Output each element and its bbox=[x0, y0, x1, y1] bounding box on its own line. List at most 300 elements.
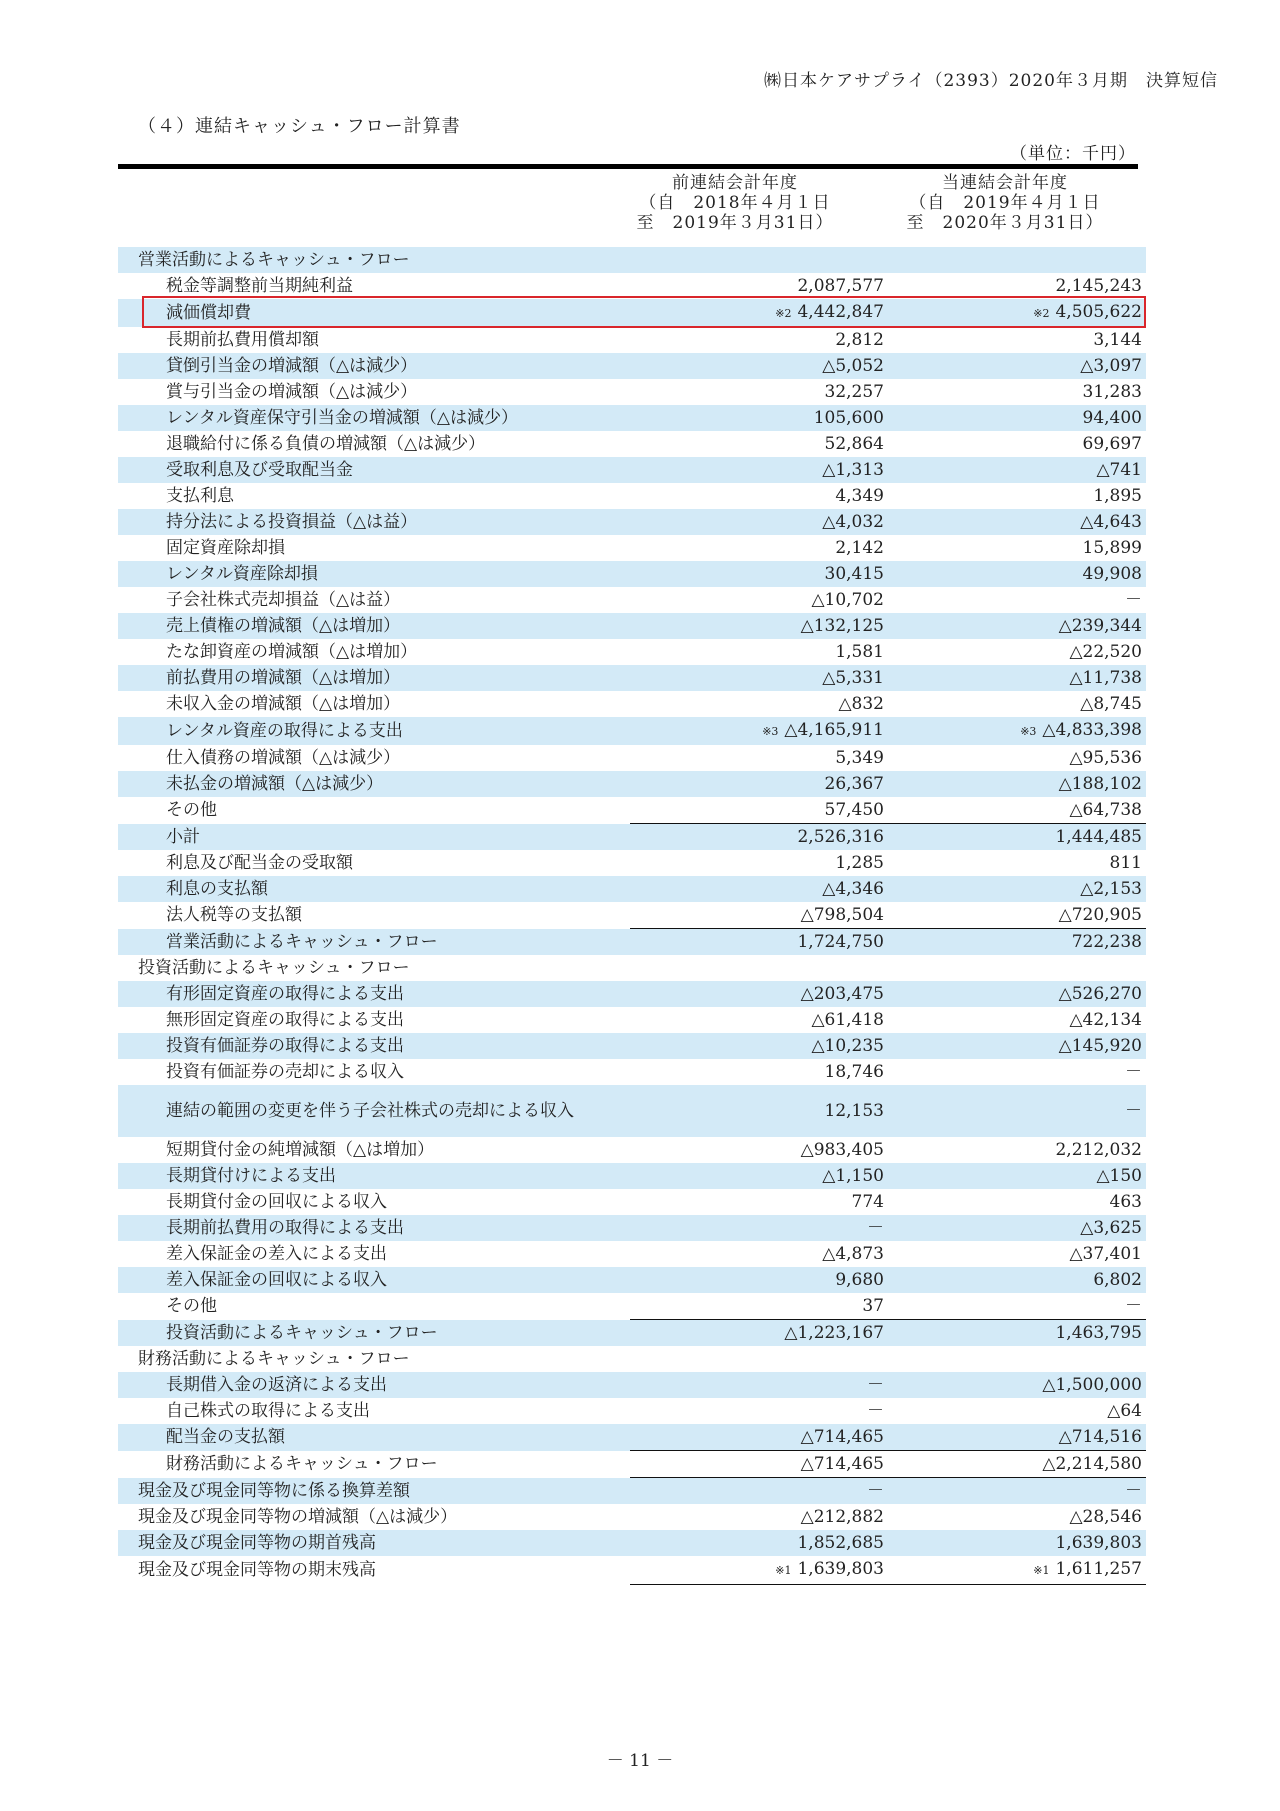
amount: △42,134 bbox=[1069, 1010, 1142, 1030]
column-gap bbox=[616, 1451, 630, 1478]
column-gap bbox=[616, 561, 630, 587]
row-label: 財務活動によるキャッシュ・フロー bbox=[138, 1349, 410, 1369]
footnote-marker: ※1 bbox=[775, 1564, 792, 1577]
amount: △714,516 bbox=[1058, 1427, 1142, 1447]
amount: 31,283 bbox=[1082, 382, 1142, 402]
row-label: その他 bbox=[166, 1296, 217, 1317]
amount: △3,097 bbox=[1080, 356, 1142, 376]
amount: － bbox=[1125, 1101, 1142, 1121]
table-row bbox=[118, 1530, 1146, 1556]
table-row bbox=[118, 379, 1146, 405]
current-year-value bbox=[888, 902, 1146, 929]
table-row bbox=[118, 902, 1146, 929]
previous-year-value bbox=[630, 613, 888, 639]
current-year-value bbox=[888, 405, 1146, 431]
amount: △741 bbox=[1096, 460, 1142, 480]
current-year-value bbox=[888, 1372, 1146, 1398]
row-label: 長期前払費用の取得による支出 bbox=[118, 1215, 616, 1241]
amount: △1,223,167 bbox=[784, 1323, 884, 1343]
table-row bbox=[118, 929, 1146, 956]
amount: 105,600 bbox=[813, 408, 884, 428]
column-gap bbox=[616, 327, 630, 353]
column-gap bbox=[616, 1398, 630, 1424]
table-row bbox=[118, 1478, 1146, 1505]
current-year-value bbox=[888, 1293, 1146, 1320]
row-label: 財務活動によるキャッシュ・フロー bbox=[166, 1454, 438, 1474]
row-label: 投資活動によるキャッシュ・フロー bbox=[118, 1320, 616, 1347]
current-year-value bbox=[888, 639, 1146, 665]
table-row bbox=[118, 561, 1146, 587]
amount: 6,802 bbox=[1093, 1270, 1142, 1290]
current-year-value bbox=[888, 509, 1146, 535]
column-gap bbox=[616, 1530, 630, 1556]
current-year-value bbox=[888, 1007, 1146, 1033]
column-gap bbox=[616, 745, 630, 771]
current-year-value bbox=[888, 1033, 1146, 1059]
current-year-value bbox=[888, 535, 1146, 561]
previous-year-value bbox=[630, 1267, 888, 1293]
row-label: 減価償却費 bbox=[118, 299, 616, 327]
amount: △188,102 bbox=[1058, 774, 1142, 794]
amount: － bbox=[867, 1401, 884, 1421]
amount: △983,405 bbox=[800, 1140, 884, 1160]
row-label: 受取利息及び受取配当金 bbox=[118, 457, 616, 483]
amount: 4,505,622 bbox=[1055, 302, 1142, 322]
table-row bbox=[118, 639, 1146, 665]
previous-year-value bbox=[630, 1033, 888, 1059]
previous-year-value bbox=[630, 929, 888, 956]
column-gap bbox=[616, 247, 630, 273]
previous-year-value bbox=[630, 561, 888, 587]
current-year-value bbox=[888, 745, 1146, 771]
table-row bbox=[118, 665, 1146, 691]
amount: 37 bbox=[862, 1296, 884, 1316]
current-year-value bbox=[888, 1530, 1146, 1556]
row-label: 長期借入金の返済による支出 bbox=[118, 1372, 616, 1398]
amount: 3,144 bbox=[1093, 330, 1142, 350]
table-row bbox=[118, 1033, 1146, 1059]
table-row bbox=[118, 1293, 1146, 1320]
column-gap bbox=[616, 1059, 630, 1085]
table-row bbox=[118, 587, 1146, 613]
amount: △5,331 bbox=[822, 668, 884, 688]
current-year-value bbox=[888, 955, 1146, 981]
previous-year-value bbox=[630, 353, 888, 379]
amount: 2,087,577 bbox=[797, 276, 884, 296]
current-year-value bbox=[888, 1189, 1146, 1215]
row-label: 貸倒引当金の増減額（△は減少） bbox=[118, 353, 616, 379]
table-row bbox=[118, 1320, 1146, 1347]
column-header-current-year bbox=[880, 173, 1130, 233]
previous-year-value bbox=[630, 691, 888, 717]
previous-year-value bbox=[630, 1241, 888, 1267]
table-row bbox=[118, 691, 1146, 717]
row-label: 差入保証金の差入による支出 bbox=[166, 1244, 387, 1264]
column-header-title: 前連結会計年度 bbox=[672, 173, 798, 193]
previous-year-value bbox=[630, 876, 888, 902]
amount: 2,212,032 bbox=[1055, 1140, 1142, 1160]
amount: 2,142 bbox=[835, 538, 884, 558]
column-gap bbox=[616, 1267, 630, 1293]
row-label: 差入保証金の回収による収入 bbox=[118, 1267, 616, 1293]
table-row bbox=[118, 1059, 1146, 1085]
table-row bbox=[118, 824, 1146, 851]
amount: － bbox=[1125, 1062, 1142, 1082]
previous-year-value bbox=[630, 1007, 888, 1033]
amount: 15,899 bbox=[1082, 538, 1142, 558]
amount: △3,625 bbox=[1080, 1218, 1142, 1238]
current-year-value bbox=[888, 1424, 1146, 1451]
amount: △203,475 bbox=[800, 984, 884, 1004]
previous-year-value bbox=[630, 665, 888, 691]
amount: 1,285 bbox=[835, 853, 884, 873]
current-year-value bbox=[888, 850, 1146, 876]
column-gap bbox=[616, 1189, 630, 1215]
amount: 1,444,485 bbox=[1055, 827, 1142, 847]
row-label: 現金及び現金同等物に係る換算差額 bbox=[118, 1478, 616, 1505]
row-label: その他 bbox=[166, 800, 217, 821]
column-header-period-end: 至 2019年３月31日） bbox=[636, 213, 834, 233]
row-label: レンタル資産保守引当金の増減額（△は減少） bbox=[118, 405, 616, 431]
column-gap bbox=[616, 1372, 630, 1398]
previous-year-value bbox=[630, 1215, 888, 1241]
column-gap bbox=[616, 929, 630, 956]
table-row bbox=[118, 431, 1146, 457]
previous-year-value bbox=[630, 1556, 888, 1585]
amount: 2,145,243 bbox=[1055, 276, 1142, 296]
row-label: 連結の範囲の変更を伴う子会社株式の売却による収入 bbox=[118, 1085, 616, 1137]
column-gap bbox=[616, 405, 630, 431]
amount: 1,724,750 bbox=[797, 932, 884, 952]
amount: 52,864 bbox=[824, 434, 884, 454]
row-label: 投資有価証券の取得による支出 bbox=[118, 1033, 616, 1059]
row-label: 配当金の支払額 bbox=[118, 1424, 616, 1451]
column-gap bbox=[616, 431, 630, 457]
current-year-value bbox=[888, 327, 1146, 353]
amount: 4,442,847 bbox=[797, 302, 884, 322]
amount: 69,697 bbox=[1082, 434, 1142, 454]
table-row bbox=[118, 1372, 1146, 1398]
amount: △10,702 bbox=[811, 590, 884, 610]
amount: △526,270 bbox=[1058, 984, 1142, 1004]
table-row bbox=[118, 850, 1146, 876]
previous-year-value bbox=[630, 405, 888, 431]
unit-label: （単位：千円） bbox=[1010, 144, 1136, 164]
row-label: 利息の支払額 bbox=[118, 876, 616, 902]
cash-flow-table-body bbox=[118, 247, 1146, 1585]
row-label: 税金等調整前当期純利益 bbox=[166, 276, 353, 296]
amount: 774 bbox=[851, 1192, 884, 1212]
previous-year-value bbox=[630, 717, 888, 745]
table-row bbox=[118, 1424, 1146, 1451]
column-gap bbox=[616, 1346, 630, 1372]
current-year-value bbox=[888, 797, 1146, 824]
amount: △720,905 bbox=[1058, 905, 1142, 925]
amount: △28,546 bbox=[1069, 1507, 1142, 1527]
amount: 4,349 bbox=[835, 486, 884, 506]
current-year-value bbox=[888, 1215, 1146, 1241]
table-row bbox=[118, 1346, 1146, 1372]
amount: △4,165,911 bbox=[784, 720, 884, 740]
row-label: レンタル資産除却損 bbox=[118, 561, 616, 587]
amount: 30,415 bbox=[824, 564, 884, 584]
previous-year-value bbox=[630, 1137, 888, 1163]
row-label: 無形固定資産の取得による支出 bbox=[166, 1010, 404, 1030]
table-row bbox=[118, 797, 1146, 824]
previous-year-value bbox=[630, 431, 888, 457]
current-year-value bbox=[888, 1504, 1146, 1530]
row-label: 現金及び現金同等物の期首残高 bbox=[118, 1530, 616, 1556]
current-year-value bbox=[888, 1398, 1146, 1424]
row-label: 長期貸付金の回収による収入 bbox=[166, 1192, 387, 1212]
amount: 5,349 bbox=[835, 748, 884, 768]
amount: 1,852,685 bbox=[797, 1533, 884, 1553]
table-row bbox=[118, 1398, 1146, 1424]
table-row bbox=[118, 1241, 1146, 1267]
row-label: 法人税等の支払額 bbox=[166, 905, 302, 926]
amount: △2,153 bbox=[1080, 879, 1142, 899]
table-row bbox=[118, 717, 1146, 745]
amount: △145,920 bbox=[1058, 1036, 1142, 1056]
table-row bbox=[118, 483, 1146, 509]
amount: 12,153 bbox=[824, 1101, 884, 1121]
amount: △832 bbox=[838, 694, 884, 714]
current-year-value bbox=[888, 561, 1146, 587]
column-gap bbox=[616, 587, 630, 613]
amount: 1,581 bbox=[835, 642, 884, 662]
row-label: 有形固定資産の取得による支出 bbox=[118, 981, 616, 1007]
current-year-value bbox=[888, 1320, 1146, 1347]
current-year-value bbox=[888, 457, 1146, 483]
previous-year-value bbox=[630, 955, 888, 981]
previous-year-value bbox=[630, 745, 888, 771]
row-label: 子会社株式売却損益（△は益） bbox=[166, 590, 401, 610]
column-gap bbox=[616, 902, 630, 929]
row-label: 現金及び現金同等物の増減額（△は減少） bbox=[138, 1507, 458, 1527]
previous-year-value bbox=[630, 1346, 888, 1372]
amount: － bbox=[1125, 1481, 1142, 1501]
amount: △212,882 bbox=[800, 1507, 884, 1527]
previous-year-value bbox=[630, 1293, 888, 1320]
previous-year-value bbox=[630, 247, 888, 273]
previous-year-value bbox=[630, 457, 888, 483]
amount: △64,738 bbox=[1069, 800, 1142, 820]
current-year-value bbox=[888, 929, 1146, 956]
row-label: 長期貸付けによる支出 bbox=[118, 1163, 616, 1189]
amount: － bbox=[1125, 1296, 1142, 1316]
current-year-value bbox=[888, 771, 1146, 797]
row-label: 小計 bbox=[118, 824, 616, 851]
previous-year-value bbox=[630, 1530, 888, 1556]
column-gap bbox=[616, 691, 630, 717]
amount: △1,500,000 bbox=[1042, 1375, 1142, 1395]
column-gap bbox=[616, 457, 630, 483]
current-year-value bbox=[888, 1346, 1146, 1372]
row-label: 短期貸付金の純増減額（△は増加） bbox=[166, 1140, 435, 1160]
amount: 57,450 bbox=[824, 800, 884, 820]
previous-year-value bbox=[630, 1189, 888, 1215]
column-header-period-end: 至 2020年３月31日） bbox=[906, 213, 1104, 233]
footnote-marker: ※3 bbox=[1020, 725, 1037, 738]
document-header: ㈱日本ケアサプライ（2393）2020年３月期 決算短信 bbox=[763, 71, 1218, 91]
previous-year-value bbox=[630, 824, 888, 851]
row-label: 未払金の増減額（△は減少） bbox=[118, 771, 616, 797]
footnote-marker: ※2 bbox=[1033, 307, 1050, 320]
amount: － bbox=[867, 1218, 884, 1238]
amount: △61,418 bbox=[811, 1010, 884, 1030]
previous-year-value bbox=[630, 509, 888, 535]
previous-year-value bbox=[630, 535, 888, 561]
table-row bbox=[118, 613, 1146, 639]
previous-year-value bbox=[630, 483, 888, 509]
amount: 9,680 bbox=[835, 1270, 884, 1290]
amount: 1,611,257 bbox=[1055, 1559, 1142, 1579]
previous-year-value bbox=[630, 327, 888, 353]
column-gap bbox=[616, 717, 630, 745]
current-year-value bbox=[888, 665, 1146, 691]
table-row bbox=[118, 1556, 1146, 1585]
column-gap bbox=[616, 1556, 630, 1585]
current-year-value bbox=[888, 1478, 1146, 1505]
amount: △714,465 bbox=[800, 1427, 884, 1447]
previous-year-value bbox=[630, 1372, 888, 1398]
amount: △22,520 bbox=[1069, 642, 1142, 662]
current-year-value bbox=[888, 981, 1146, 1007]
column-gap bbox=[616, 1478, 630, 1505]
column-gap bbox=[616, 1504, 630, 1530]
table-row bbox=[118, 981, 1146, 1007]
amount: 1,895 bbox=[1093, 486, 1142, 506]
amount: △4,643 bbox=[1080, 512, 1142, 532]
amount: － bbox=[867, 1375, 884, 1395]
row-label: 利息及び配当金の受取額 bbox=[166, 853, 353, 873]
current-year-value bbox=[888, 1163, 1146, 1189]
previous-year-value bbox=[630, 379, 888, 405]
amount: 18,746 bbox=[824, 1062, 884, 1082]
amount: △2,214,580 bbox=[1042, 1454, 1142, 1474]
current-year-value bbox=[888, 1267, 1146, 1293]
row-label: たな卸資産の増減額（△は増加） bbox=[166, 642, 418, 662]
amount: 1,639,803 bbox=[797, 1559, 884, 1579]
row-label: 仕入債務の増減額（△は減少） bbox=[166, 748, 401, 768]
amount: △150 bbox=[1096, 1166, 1142, 1186]
current-year-value bbox=[888, 353, 1146, 379]
row-label: 長期前払費用償却額 bbox=[166, 330, 319, 350]
column-gap bbox=[616, 535, 630, 561]
column-header-period-start: （自 2019年４月１日 bbox=[909, 193, 1101, 213]
previous-year-value bbox=[630, 850, 888, 876]
table-row bbox=[118, 535, 1146, 561]
column-gap bbox=[616, 483, 630, 509]
table-row bbox=[118, 1163, 1146, 1189]
previous-year-value bbox=[630, 639, 888, 665]
table-row bbox=[118, 876, 1146, 902]
amount: △5,052 bbox=[822, 356, 884, 376]
footnote-marker: ※2 bbox=[775, 307, 792, 320]
amount: － bbox=[867, 1481, 884, 1501]
amount: 2,526,316 bbox=[797, 827, 884, 847]
row-label: 営業活動によるキャッシュ・フロー bbox=[118, 929, 616, 956]
column-gap bbox=[616, 1137, 630, 1163]
row-label: 売上債権の増減額（△は増加） bbox=[118, 613, 616, 639]
previous-year-value bbox=[630, 1059, 888, 1085]
previous-year-value bbox=[630, 587, 888, 613]
previous-year-value bbox=[630, 1320, 888, 1347]
table-row bbox=[118, 771, 1146, 797]
amount: 26,367 bbox=[824, 774, 884, 794]
page-number: － 11 － bbox=[606, 1751, 674, 1771]
table-row bbox=[118, 1267, 1146, 1293]
amount: 2,812 bbox=[835, 330, 884, 350]
column-gap bbox=[616, 771, 630, 797]
current-year-value bbox=[888, 431, 1146, 457]
amount: △4,032 bbox=[822, 512, 884, 532]
row-label: 自己株式の取得による支出 bbox=[166, 1401, 370, 1421]
table-row bbox=[118, 327, 1146, 353]
row-label: レンタル資産の取得による支出 bbox=[118, 717, 616, 745]
table-row bbox=[118, 1085, 1146, 1137]
column-gap bbox=[616, 1163, 630, 1189]
previous-year-value bbox=[630, 981, 888, 1007]
current-year-value bbox=[888, 1451, 1146, 1478]
column-gap bbox=[616, 797, 630, 824]
column-gap bbox=[616, 824, 630, 851]
table-row bbox=[118, 457, 1146, 483]
amount: 811 bbox=[1109, 853, 1142, 873]
previous-year-value bbox=[630, 771, 888, 797]
current-year-value bbox=[888, 483, 1146, 509]
amount: 49,908 bbox=[1082, 564, 1142, 584]
amount: 722,238 bbox=[1071, 932, 1142, 952]
amount: △798,504 bbox=[800, 905, 884, 925]
table-row bbox=[118, 1215, 1146, 1241]
column-gap bbox=[616, 876, 630, 902]
column-gap bbox=[616, 1215, 630, 1241]
previous-year-value bbox=[630, 1451, 888, 1478]
amount: △95,536 bbox=[1069, 748, 1142, 768]
column-gap bbox=[616, 1424, 630, 1451]
current-year-value bbox=[888, 876, 1146, 902]
column-gap bbox=[616, 850, 630, 876]
amount: △1,150 bbox=[822, 1166, 884, 1186]
current-year-value bbox=[888, 587, 1146, 613]
table-row bbox=[118, 955, 1146, 981]
row-label: 未収入金の増減額（△は増加） bbox=[166, 694, 401, 714]
previous-year-value bbox=[630, 1085, 888, 1137]
table-row bbox=[118, 405, 1146, 431]
column-gap bbox=[616, 509, 630, 535]
column-gap bbox=[616, 955, 630, 981]
column-gap bbox=[616, 1085, 630, 1137]
amount: △1,313 bbox=[822, 460, 884, 480]
row-label: 投資活動によるキャッシュ・フロー bbox=[138, 958, 410, 978]
table-row bbox=[118, 1189, 1146, 1215]
row-label: 現金及び現金同等物の期末残高 bbox=[138, 1560, 376, 1581]
current-year-value bbox=[888, 247, 1146, 273]
amount: 1,639,803 bbox=[1055, 1533, 1142, 1553]
column-gap bbox=[616, 1293, 630, 1320]
table-row bbox=[118, 1504, 1146, 1530]
previous-year-value bbox=[630, 1424, 888, 1451]
current-year-value bbox=[888, 379, 1146, 405]
table-row bbox=[118, 1007, 1146, 1033]
row-label: 賞与引当金の増減額（△は減少） bbox=[166, 382, 418, 402]
column-gap bbox=[616, 613, 630, 639]
current-year-value bbox=[888, 824, 1146, 851]
row-label: 固定資産除却損 bbox=[166, 538, 285, 558]
current-year-value bbox=[888, 1085, 1146, 1137]
table-row bbox=[118, 247, 1146, 273]
